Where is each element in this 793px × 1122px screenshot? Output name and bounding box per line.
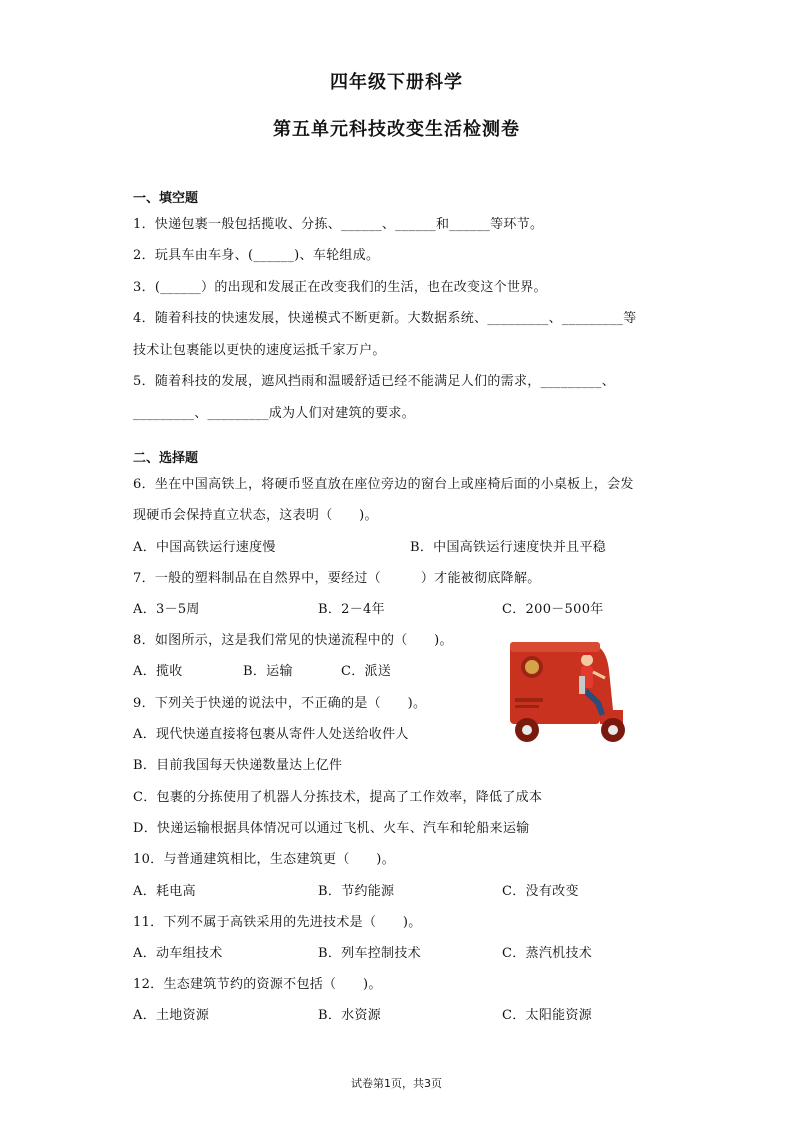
q7-option-c: C．200－500年: [502, 602, 604, 617]
q9-option-b: B．目前我国每天快递数量达上亿件: [133, 758, 343, 773]
question-1: 1．快递包裹一般包括揽收、分拣、______、______和______等环节。: [133, 217, 544, 232]
question-9: 9．下列关于快递的说法中，不正确的是（ )。: [133, 696, 427, 711]
section-heading-fill-in: 一、填空题: [133, 191, 199, 206]
question-7: 7．一般的塑料制品在自然界中，要经过（ ）才能被彻底降解。: [133, 571, 541, 586]
question-5-line1: 5．随着科技的发展，遮风挡雨和温暖舒适已经不能满足人们的需求，_________、: [133, 374, 616, 389]
q9-option-a: A．现代快递直接将包裹从寄件人处送给收件人: [133, 727, 409, 742]
q6-option-a: A．中国高铁运行速度慢: [133, 540, 276, 555]
q8-option-c: C．派送: [341, 664, 392, 679]
question-6-line2: 现硬币会保持直立状态，这表明（ )。: [133, 508, 378, 523]
q11-option-c: C．蒸汽机技术: [502, 946, 593, 961]
question-11: 11．下列不属于高铁采用的先进技术是（ )。: [133, 915, 422, 930]
delivery-tricycle-illustration: [505, 640, 630, 745]
q12-option-c: C．太阳能资源: [502, 1008, 593, 1023]
question-4-line2: 技术让包裹能以更快的速度运抵千家万户。: [133, 343, 386, 358]
q11-option-a: A．动车组技术: [133, 946, 223, 961]
page-subtitle: 第五单元科技改变生活检测卷: [273, 119, 520, 140]
q8-option-a: A．揽收: [133, 664, 183, 679]
q9-option-c: C．包裹的分拣使用了机器人分拣技术，提高了工作效率，降低了成本: [133, 790, 543, 805]
rider-head: [581, 654, 593, 666]
question-5-line2: _________、_________成为人们对建筑的要求。: [133, 406, 415, 421]
q11-option-b: B．列车控制技术: [318, 946, 421, 961]
q7-option-b: B．2－4年: [318, 602, 385, 617]
question-10: 10．与普通建筑相比，生态建筑更（ )。: [133, 852, 395, 867]
q9-option-d: D．快递运输根据具体情况可以通过飞机、火车、汽车和轮船来运输: [133, 821, 530, 836]
question-3: 3．(______）的出现和发展正在改变我们的生活，也在改变这个世界。: [133, 280, 547, 295]
q8-option-b: B．运输: [243, 664, 293, 679]
question-4-line1: 4．随着科技的快速发展，快递模式不断更新。大数据系统、_________、_________等: [133, 311, 637, 326]
q10-option-b: B．节约能源: [318, 884, 395, 899]
q6-option-b: B．中国高铁运行速度快并且平稳: [410, 540, 607, 555]
question-6-line1: 6．坐在中国高铁上，将硬币竖直放在座位旁边的窗台上或座椅后面的小桌板上，会发: [133, 477, 634, 492]
q10-option-c: C．没有改变: [502, 884, 579, 899]
section-heading-choice: 二、选择题: [133, 451, 199, 466]
q12-option-a: A．土地资源: [133, 1008, 210, 1023]
page-title: 四年级下册科学: [330, 72, 463, 93]
q12-option-b: B．水资源: [318, 1008, 382, 1023]
q7-option-a: A．3－5周: [133, 602, 200, 617]
question-2: 2．玩具车由车身、(______)、车轮组成。: [133, 248, 380, 263]
question-8: 8．如图所示，这是我们常见的快递流程中的（ )。: [133, 633, 453, 648]
page-footer: 试卷第1页，共3页: [351, 1077, 442, 1090]
question-12: 12．生态建筑节约的资源不包括（ )。: [133, 977, 382, 992]
q10-option-a: A．耗电高: [133, 884, 196, 899]
